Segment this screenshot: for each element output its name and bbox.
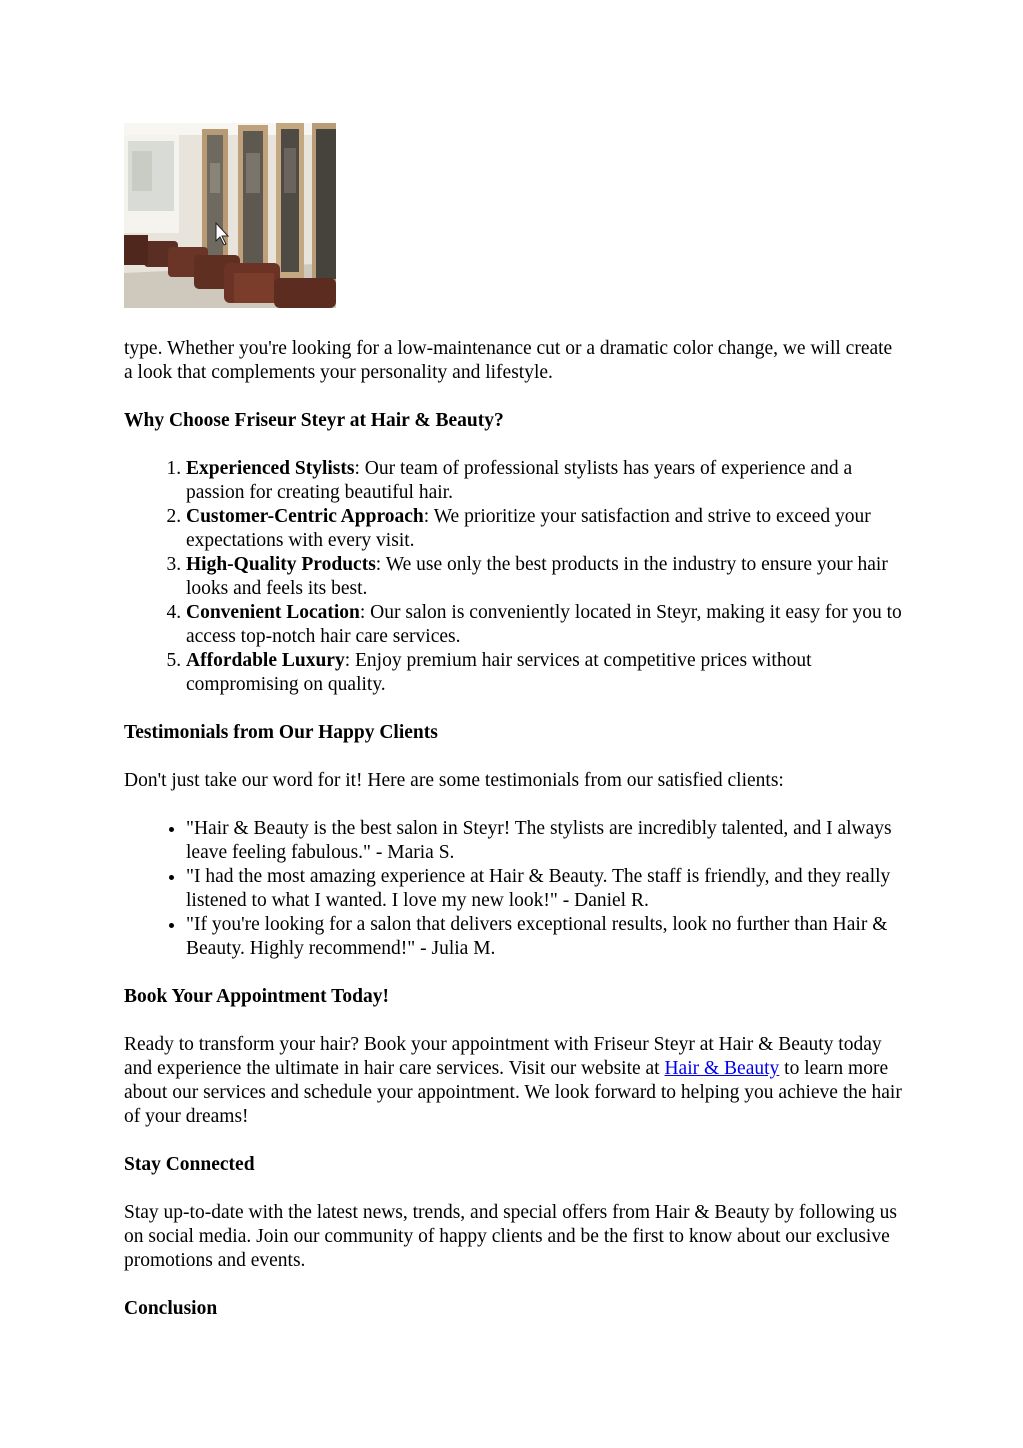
book-text-before: Ready to transform your hair? Book your appointment with Friseur Steyr at Hair & Beauty today and experience the ultimate in hair care services. Visit our website at [124,1034,882,1079]
reason-item [186,601,904,649]
reason-text: : Our salon is conveniently located in Steyr, making it easy for you to access top-notch hair care services. [186,602,902,647]
testimonials-list [124,817,904,961]
book-text-after: to learn more about our services and schedule your appointment. We look forward to helping you achieve the hair of your dreams! [124,1058,902,1127]
reason-title: Affordable Luxury [186,650,345,671]
book-paragraph [124,1033,904,1129]
reason-title: Convenient Location [186,602,360,623]
reason-text: : We prioritize your satisfaction and strive to exceed your expectations with every visit. [186,506,871,551]
reason-item [186,649,904,697]
why-choose-heading: Why Choose Friseur Steyr at Hair & Beauty? [124,410,504,431]
reason-title: Customer-Centric Approach [186,506,424,527]
testimonial-item: • "I had the most amazing experience at Hair & Beauty. The staff is friendly, and they really listened to what I wanted. I love my new look!" - Daniel R. [186,865,904,913]
intro-paragraph: type. Whether you're looking for a low-maintenance cut or a dramatic color change, we will create a look that complements your personality and lifestyle. [124,338,893,383]
testimonials-heading: Testimonials from Our Happy Clients [124,722,438,743]
reason-title: High-Quality Products [186,554,376,575]
reason-item [186,553,904,601]
reasons-list [124,457,904,697]
reason-text: : Enjoy premium hair services at competitive prices without compromising on quality. [186,650,812,695]
book-appointment-heading: Book Your Appointment Today! [124,986,389,1007]
hair-beauty-link[interactable]: Hair & Beauty [664,1058,780,1079]
conclusion-heading: Conclusion [124,1298,218,1319]
salon-interior-image [124,123,336,308]
reason-text: : We use only the best products in the industry to ensure your hair looks and feels its best. [186,554,888,599]
testimonial-item: • "If you're looking for a salon that delivers exceptional results, look no further than Hair & Beauty. Highly recommend!" - Julia M. [186,913,904,961]
testimonial-item: • "Hair & Beauty is the best salon in Steyr! The stylists are incredibly talented, and I always leave feeling fabulous." - Maria S. [186,817,904,865]
reason-item [186,505,904,553]
reason-title: Experienced Stylists [186,458,355,479]
stay-connected-paragraph: Stay up-to-date with the latest news, trends, and special offers from Hair & Beauty by following us on social media. Join our community of happy clients and be the first to know about our exclusive promotions and events. [124,1202,897,1271]
reason-text: : Our team of professional stylists has years of experience and a passion for creating beautiful hair. [186,458,853,503]
testimonials-intro: Don't just take our word for it! Here are some testimonials from our satisfied clients: [124,770,784,791]
reason-item [186,457,904,505]
stay-connected-heading: Stay Connected [124,1154,255,1175]
document-page [124,123,904,1345]
